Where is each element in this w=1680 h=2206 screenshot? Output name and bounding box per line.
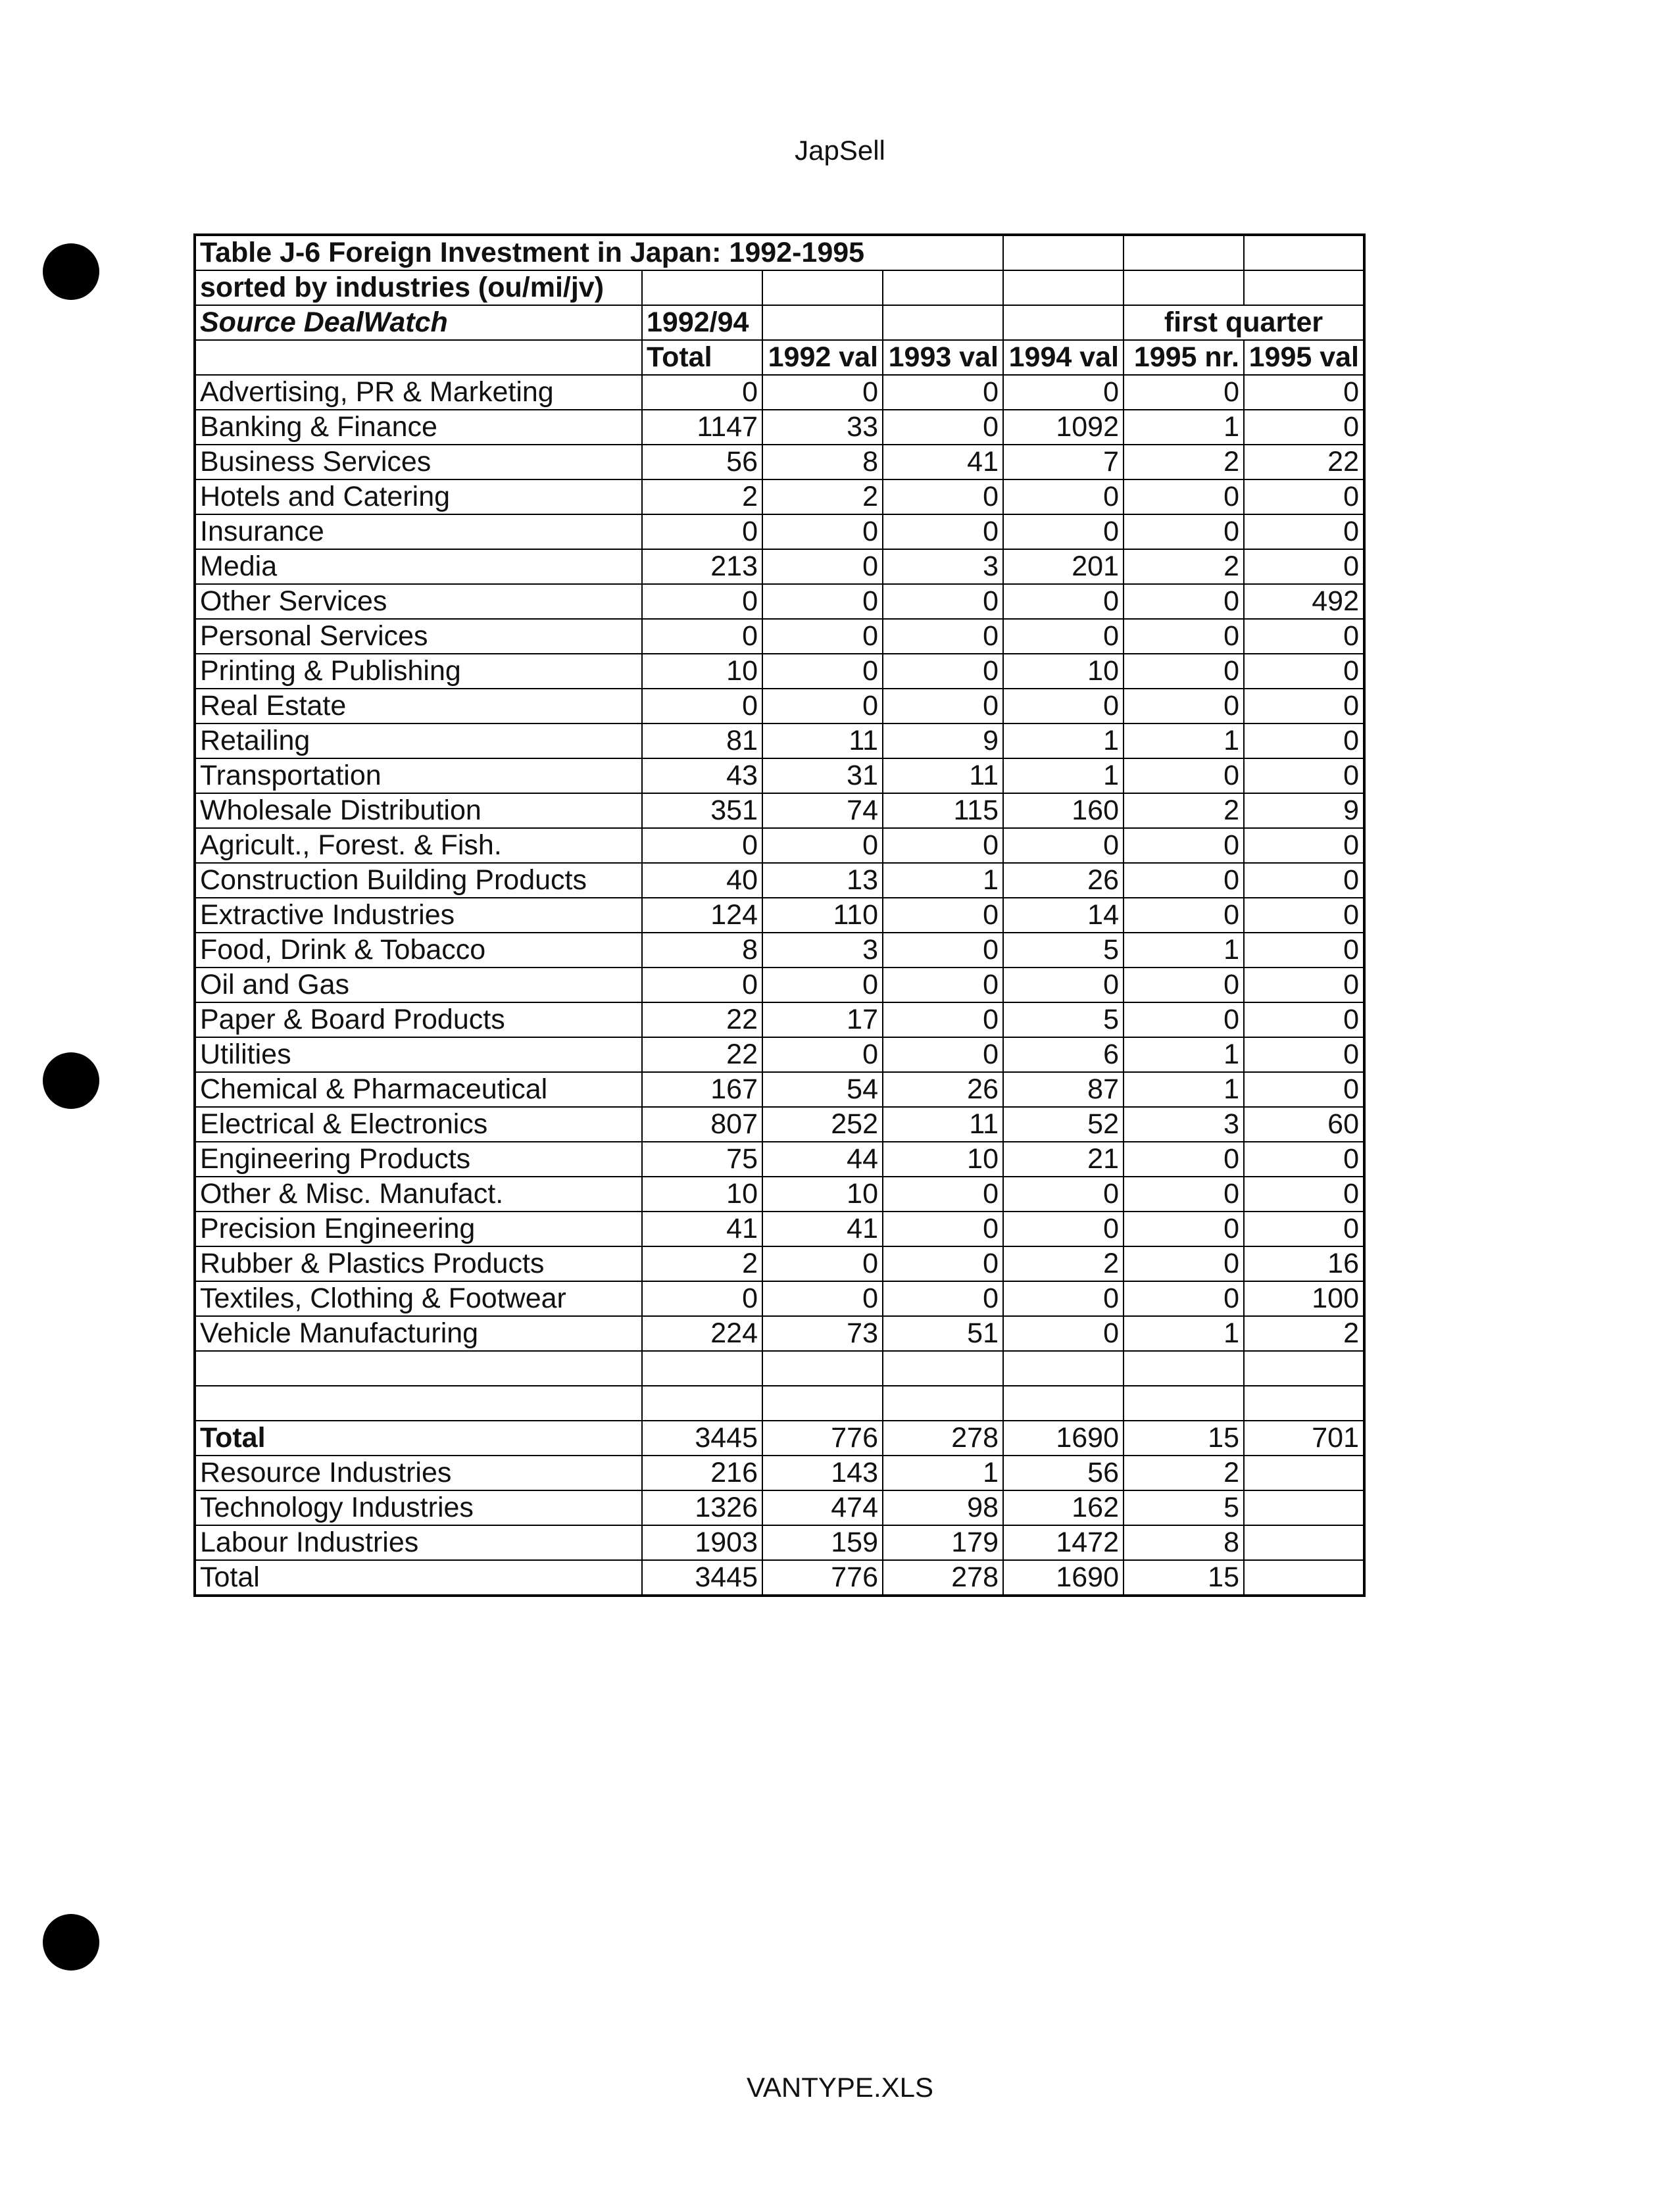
cell-value: 1147 bbox=[642, 410, 762, 445]
cell-value: 474 bbox=[762, 1490, 883, 1525]
cell-value: 8 bbox=[642, 933, 762, 968]
cell-value: 2 bbox=[1124, 1456, 1244, 1490]
row-label: Textiles, Clothing & Footwear bbox=[195, 1281, 642, 1316]
industry-row bbox=[195, 793, 1364, 828]
row-label: Technology Industries bbox=[195, 1490, 642, 1525]
cell-value: 3 bbox=[883, 549, 1003, 584]
punch-hole bbox=[43, 243, 99, 300]
industry-row bbox=[195, 549, 1364, 584]
cell-value: 201 bbox=[1003, 549, 1124, 584]
cell-value: 0 bbox=[883, 1037, 1003, 1072]
column-header: 1992 val bbox=[762, 340, 883, 375]
row-label: Transportation bbox=[195, 758, 642, 793]
cell-value: 0 bbox=[1003, 689, 1124, 723]
industry-row bbox=[195, 828, 1364, 863]
cell-value: 1 bbox=[1003, 723, 1124, 758]
cell-value: 0 bbox=[762, 689, 883, 723]
cell-value: 10 bbox=[642, 1177, 762, 1212]
row-label: Utilities bbox=[195, 1037, 642, 1072]
cell-value: 807 bbox=[642, 1107, 762, 1142]
cell-value: 60 bbox=[1244, 1107, 1364, 1142]
cell-value: 0 bbox=[1244, 898, 1364, 933]
cell-value: 0 bbox=[1124, 1142, 1244, 1177]
cell-value: 0 bbox=[762, 514, 883, 549]
cell-value: 14 bbox=[1003, 898, 1124, 933]
industry-row bbox=[195, 1316, 1364, 1351]
cell-value: 0 bbox=[762, 375, 883, 410]
cell-value: 52 bbox=[1003, 1107, 1124, 1142]
column-header: 1995 val bbox=[1244, 340, 1364, 375]
cell-value: 98 bbox=[883, 1490, 1003, 1525]
cell-value: 278 bbox=[883, 1421, 1003, 1456]
cell-value: 8 bbox=[762, 445, 883, 479]
row-label: Precision Engineering bbox=[195, 1212, 642, 1246]
cell-value: 0 bbox=[762, 968, 883, 1002]
cell-value: 0 bbox=[642, 584, 762, 619]
cell-value: 0 bbox=[1124, 1212, 1244, 1246]
cell-value: 0 bbox=[1244, 723, 1364, 758]
industry-row bbox=[195, 758, 1364, 793]
cell-value: 0 bbox=[883, 514, 1003, 549]
cell-value: 40 bbox=[642, 863, 762, 898]
cell-value: 0 bbox=[883, 898, 1003, 933]
cell-value: 0 bbox=[762, 1281, 883, 1316]
cell-value: 1 bbox=[883, 1456, 1003, 1490]
cell-value: 22 bbox=[642, 1037, 762, 1072]
column-header: 1995 nr. bbox=[1124, 340, 1244, 375]
cell-value: 0 bbox=[642, 828, 762, 863]
cell-value: 0 bbox=[1244, 1002, 1364, 1037]
cell-value: 0 bbox=[1124, 689, 1244, 723]
row-label: Retailing bbox=[195, 723, 642, 758]
cell-value bbox=[1244, 1490, 1364, 1525]
row-label: Advertising, PR & Marketing bbox=[195, 375, 642, 410]
cell-value: 0 bbox=[1003, 479, 1124, 514]
industry-row bbox=[195, 689, 1364, 723]
cell-value: 213 bbox=[642, 549, 762, 584]
cell-value: 0 bbox=[1124, 514, 1244, 549]
cell-value: 1690 bbox=[1003, 1421, 1124, 1456]
industry-row bbox=[195, 1246, 1364, 1281]
row-label: Extractive Industries bbox=[195, 898, 642, 933]
cell-value: 1 bbox=[1124, 933, 1244, 968]
cell-value: 159 bbox=[762, 1525, 883, 1560]
cell-value: 0 bbox=[1244, 1177, 1364, 1212]
cell-value: 9 bbox=[883, 723, 1003, 758]
cell-value: 0 bbox=[1124, 898, 1244, 933]
cell-value: 0 bbox=[1003, 1177, 1124, 1212]
cell-value: 1903 bbox=[642, 1525, 762, 1560]
cell-value: 0 bbox=[883, 1177, 1003, 1212]
cell-value: 2 bbox=[1003, 1246, 1124, 1281]
cell-value: 0 bbox=[1003, 375, 1124, 410]
cell-value: 701 bbox=[1244, 1421, 1364, 1456]
industry-row bbox=[195, 933, 1364, 968]
cell-value: 1472 bbox=[1003, 1525, 1124, 1560]
cell-value: 31 bbox=[762, 758, 883, 793]
cell-value: 0 bbox=[1244, 410, 1364, 445]
cell-value: 13 bbox=[762, 863, 883, 898]
cell-value: 0 bbox=[1244, 1072, 1364, 1107]
punch-hole bbox=[43, 1052, 99, 1109]
cell-value: 0 bbox=[762, 1037, 883, 1072]
cell-value: 0 bbox=[1124, 1281, 1244, 1316]
cell-value: 15 bbox=[1124, 1560, 1244, 1596]
cell-value: 0 bbox=[1124, 1246, 1244, 1281]
cell-value: 2 bbox=[1124, 793, 1244, 828]
cell-value: 2 bbox=[1244, 1316, 1364, 1351]
cell-value: 2 bbox=[1124, 445, 1244, 479]
industry-row bbox=[195, 445, 1364, 479]
industry-row bbox=[195, 1212, 1364, 1246]
cell-value: 216 bbox=[642, 1456, 762, 1490]
row-label: Construction Building Products bbox=[195, 863, 642, 898]
cell-value: 0 bbox=[642, 968, 762, 1002]
cell-value: 1 bbox=[1124, 1072, 1244, 1107]
industry-row bbox=[195, 1177, 1364, 1212]
row-label: Engineering Products bbox=[195, 1142, 642, 1177]
row-label: Total bbox=[195, 1421, 642, 1456]
industry-row bbox=[195, 375, 1364, 410]
cell-value: 0 bbox=[1124, 619, 1244, 654]
period-label: 1992/94 bbox=[642, 305, 762, 340]
industry-row bbox=[195, 584, 1364, 619]
industry-row bbox=[195, 1037, 1364, 1072]
row-label: Total bbox=[195, 1560, 642, 1596]
cell-value: 2 bbox=[642, 479, 762, 514]
cell-value: 22 bbox=[1244, 445, 1364, 479]
cell-value: 0 bbox=[883, 968, 1003, 1002]
cell-value: 16 bbox=[1244, 1246, 1364, 1281]
cell-value: 51 bbox=[883, 1316, 1003, 1351]
cell-value: 1326 bbox=[642, 1490, 762, 1525]
cell-value: 10 bbox=[883, 1142, 1003, 1177]
cell-value: 0 bbox=[762, 828, 883, 863]
cell-value: 0 bbox=[1124, 758, 1244, 793]
cell-value: 74 bbox=[762, 793, 883, 828]
row-label: Wholesale Distribution bbox=[195, 793, 642, 828]
industry-row bbox=[195, 1281, 1364, 1316]
cell-value: 0 bbox=[1244, 863, 1364, 898]
industry-row bbox=[195, 863, 1364, 898]
investment-table bbox=[193, 233, 1366, 1597]
column-header: 1994 val bbox=[1003, 340, 1124, 375]
row-label: Insurance bbox=[195, 514, 642, 549]
cell-value: 0 bbox=[1003, 968, 1124, 1002]
summary-row bbox=[195, 1456, 1364, 1490]
cell-value: 0 bbox=[1124, 375, 1244, 410]
cell-value bbox=[1244, 1560, 1364, 1596]
cell-value: 10 bbox=[1003, 654, 1124, 689]
cell-value: 100 bbox=[1244, 1281, 1364, 1316]
cell-value: 21 bbox=[1003, 1142, 1124, 1177]
industry-row bbox=[195, 1142, 1364, 1177]
row-label: Vehicle Manufacturing bbox=[195, 1316, 642, 1351]
cell-value: 1690 bbox=[1003, 1560, 1124, 1596]
cell-value: 0 bbox=[1244, 654, 1364, 689]
row-label: Electrical & Electronics bbox=[195, 1107, 642, 1142]
cell-value: 75 bbox=[642, 1142, 762, 1177]
blank-row bbox=[195, 1386, 1364, 1421]
cell-value: 10 bbox=[762, 1177, 883, 1212]
industry-row bbox=[195, 723, 1364, 758]
cell-value: 0 bbox=[1244, 689, 1364, 723]
cell-value: 0 bbox=[883, 375, 1003, 410]
cell-value: 776 bbox=[762, 1560, 883, 1596]
cell-value: 0 bbox=[883, 828, 1003, 863]
cell-value: 10 bbox=[642, 654, 762, 689]
cell-value: 0 bbox=[883, 654, 1003, 689]
cell-value: 15 bbox=[1124, 1421, 1244, 1456]
cell-value: 252 bbox=[762, 1107, 883, 1142]
punch-hole bbox=[43, 1914, 99, 1971]
cell-value: 11 bbox=[883, 758, 1003, 793]
cell-value: 0 bbox=[1244, 619, 1364, 654]
cell-value: 3445 bbox=[642, 1560, 762, 1596]
cell-value: 224 bbox=[642, 1316, 762, 1351]
cell-value: 0 bbox=[762, 619, 883, 654]
row-label: Other Services bbox=[195, 584, 642, 619]
industry-row bbox=[195, 619, 1364, 654]
cell-value: 56 bbox=[642, 445, 762, 479]
cell-value: 0 bbox=[1244, 758, 1364, 793]
page-header: JapSell bbox=[795, 135, 885, 166]
cell-value: 5 bbox=[1003, 1002, 1124, 1037]
cell-value: 0 bbox=[1244, 968, 1364, 1002]
cell-value: 43 bbox=[642, 758, 762, 793]
industry-row bbox=[195, 1072, 1364, 1107]
cell-value: 26 bbox=[883, 1072, 1003, 1107]
cell-value bbox=[1244, 1525, 1364, 1560]
cell-value: 5 bbox=[1124, 1490, 1244, 1525]
cell-value: 0 bbox=[1003, 1316, 1124, 1351]
column-header: 1993 val bbox=[883, 340, 1003, 375]
cell-value: 6 bbox=[1003, 1037, 1124, 1072]
row-label: Labour Industries bbox=[195, 1525, 642, 1560]
cell-value: 56 bbox=[1003, 1456, 1124, 1490]
cell-value: 5 bbox=[1003, 933, 1124, 968]
cell-value: 2 bbox=[642, 1246, 762, 1281]
row-label: Printing & Publishing bbox=[195, 654, 642, 689]
cell-value: 9 bbox=[1244, 793, 1364, 828]
cell-value: 0 bbox=[642, 375, 762, 410]
cell-value: 0 bbox=[1244, 1142, 1364, 1177]
cell-value: 351 bbox=[642, 793, 762, 828]
cell-value: 1 bbox=[1124, 1037, 1244, 1072]
industry-row bbox=[195, 968, 1364, 1002]
cell-value: 0 bbox=[883, 1212, 1003, 1246]
summary-row bbox=[195, 1560, 1364, 1596]
industry-row bbox=[195, 410, 1364, 445]
cell-value: 11 bbox=[883, 1107, 1003, 1142]
cell-value: 81 bbox=[642, 723, 762, 758]
column-header: Total bbox=[642, 340, 762, 375]
cell-value: 1 bbox=[883, 863, 1003, 898]
cell-value: 0 bbox=[883, 689, 1003, 723]
cell-value: 492 bbox=[1244, 584, 1364, 619]
source-row bbox=[195, 305, 1364, 340]
total-row bbox=[195, 1421, 1364, 1456]
cell-value: 0 bbox=[1124, 654, 1244, 689]
cell-value: 3 bbox=[762, 933, 883, 968]
summary-row bbox=[195, 1490, 1364, 1525]
cell-value: 0 bbox=[883, 1281, 1003, 1316]
cell-value: 0 bbox=[1003, 584, 1124, 619]
row-label: Chemical & Pharmaceutical bbox=[195, 1072, 642, 1107]
cell-value: 0 bbox=[642, 619, 762, 654]
cell-value: 143 bbox=[762, 1456, 883, 1490]
industry-row bbox=[195, 479, 1364, 514]
row-label: Business Services bbox=[195, 445, 642, 479]
cell-value: 3 bbox=[1124, 1107, 1244, 1142]
cell-value: 7 bbox=[1003, 445, 1124, 479]
cell-value: 160 bbox=[1003, 793, 1124, 828]
cell-value: 73 bbox=[762, 1316, 883, 1351]
cell-value: 0 bbox=[1124, 1177, 1244, 1212]
cell-value: 54 bbox=[762, 1072, 883, 1107]
cell-value: 776 bbox=[762, 1421, 883, 1456]
row-label: Food, Drink & Tobacco bbox=[195, 933, 642, 968]
cell-value: 0 bbox=[1124, 968, 1244, 1002]
cell-value: 0 bbox=[1244, 1212, 1364, 1246]
cell-value: 0 bbox=[1244, 1037, 1364, 1072]
cell-value: 0 bbox=[883, 584, 1003, 619]
cell-value: 87 bbox=[1003, 1072, 1124, 1107]
cell-value: 0 bbox=[1244, 933, 1364, 968]
cell-value: 179 bbox=[883, 1525, 1003, 1560]
cell-value: 17 bbox=[762, 1002, 883, 1037]
cell-value: 0 bbox=[1124, 584, 1244, 619]
row-label: Real Estate bbox=[195, 689, 642, 723]
cell-value: 0 bbox=[642, 1281, 762, 1316]
cell-value: 0 bbox=[1003, 514, 1124, 549]
cell-value: 0 bbox=[1124, 828, 1244, 863]
cell-value: 167 bbox=[642, 1072, 762, 1107]
cell-value: 0 bbox=[1003, 619, 1124, 654]
row-label: Hotels and Catering bbox=[195, 479, 642, 514]
cell-value: 110 bbox=[762, 898, 883, 933]
cell-value: 3445 bbox=[642, 1421, 762, 1456]
cell-value: 115 bbox=[883, 793, 1003, 828]
cell-value: 0 bbox=[1003, 1281, 1124, 1316]
cell-value: 0 bbox=[1244, 549, 1364, 584]
cell-value: 0 bbox=[883, 1246, 1003, 1281]
cell-value: 33 bbox=[762, 410, 883, 445]
summary-row bbox=[195, 1525, 1364, 1560]
row-label: Other & Misc. Manufact. bbox=[195, 1177, 642, 1212]
cell-value: 2 bbox=[1124, 549, 1244, 584]
cell-value: 0 bbox=[883, 410, 1003, 445]
title-row bbox=[195, 235, 1364, 270]
cell-value: 0 bbox=[883, 933, 1003, 968]
column-header-row bbox=[195, 340, 1364, 375]
industry-row bbox=[195, 898, 1364, 933]
cell-value: 22 bbox=[642, 1002, 762, 1037]
cell-value: 2 bbox=[762, 479, 883, 514]
cell-value: 1 bbox=[1124, 1316, 1244, 1351]
cell-value: 0 bbox=[642, 514, 762, 549]
table-subtitle: sorted by industries (ou/mi/jv) bbox=[195, 270, 642, 305]
cell-value: 124 bbox=[642, 898, 762, 933]
cell-value: 162 bbox=[1003, 1490, 1124, 1525]
quarter-label: first quarter bbox=[1124, 305, 1364, 340]
cell-value: 1 bbox=[1124, 723, 1244, 758]
cell-value: 11 bbox=[762, 723, 883, 758]
cell-value: 44 bbox=[762, 1142, 883, 1177]
cell-value: 0 bbox=[883, 479, 1003, 514]
cell-value: 41 bbox=[762, 1212, 883, 1246]
industry-row bbox=[195, 654, 1364, 689]
cell-value: 0 bbox=[1244, 479, 1364, 514]
row-label: Media bbox=[195, 549, 642, 584]
cell-value: 0 bbox=[1244, 828, 1364, 863]
cell-value: 0 bbox=[1244, 375, 1364, 410]
table-title: Table J-6 Foreign Investment in Japan: 1992-1995 bbox=[195, 235, 1003, 270]
cell-value: 0 bbox=[1124, 863, 1244, 898]
row-label: Agricult., Forest. & Fish. bbox=[195, 828, 642, 863]
cell-value: 0 bbox=[883, 619, 1003, 654]
cell-value: 8 bbox=[1124, 1525, 1244, 1560]
page-footer: VANTYPE.XLS bbox=[747, 2072, 933, 2103]
cell-value: 0 bbox=[762, 584, 883, 619]
cell-value: 26 bbox=[1003, 863, 1124, 898]
cell-value: 0 bbox=[1124, 1002, 1244, 1037]
cell-value: 0 bbox=[1124, 479, 1244, 514]
cell-value: 278 bbox=[883, 1560, 1003, 1596]
cell-value: 0 bbox=[1003, 828, 1124, 863]
cell-value: 1 bbox=[1003, 758, 1124, 793]
cell-value: 1 bbox=[1124, 410, 1244, 445]
industry-row bbox=[195, 514, 1364, 549]
cell-value: 0 bbox=[1003, 1212, 1124, 1246]
row-label: Resource Industries bbox=[195, 1456, 642, 1490]
cell-value: 1092 bbox=[1003, 410, 1124, 445]
cell-value: 0 bbox=[883, 1002, 1003, 1037]
table-source: Source DealWatch bbox=[195, 305, 642, 340]
cell-value bbox=[1244, 1456, 1364, 1490]
cell-value: 0 bbox=[762, 654, 883, 689]
cell-value: 0 bbox=[1244, 514, 1364, 549]
cell-value: 0 bbox=[762, 1246, 883, 1281]
cell-value: 41 bbox=[883, 445, 1003, 479]
industry-row bbox=[195, 1002, 1364, 1037]
cell-value: 0 bbox=[762, 549, 883, 584]
row-label: Oil and Gas bbox=[195, 968, 642, 1002]
industry-row bbox=[195, 1107, 1364, 1142]
row-label: Paper & Board Products bbox=[195, 1002, 642, 1037]
row-label: Personal Services bbox=[195, 619, 642, 654]
blank-row bbox=[195, 1351, 1364, 1386]
cell-value: 0 bbox=[642, 689, 762, 723]
cell-value: 41 bbox=[642, 1212, 762, 1246]
row-label: Banking & Finance bbox=[195, 410, 642, 445]
row-label: Rubber & Plastics Products bbox=[195, 1246, 642, 1281]
subtitle-row bbox=[195, 270, 1364, 305]
